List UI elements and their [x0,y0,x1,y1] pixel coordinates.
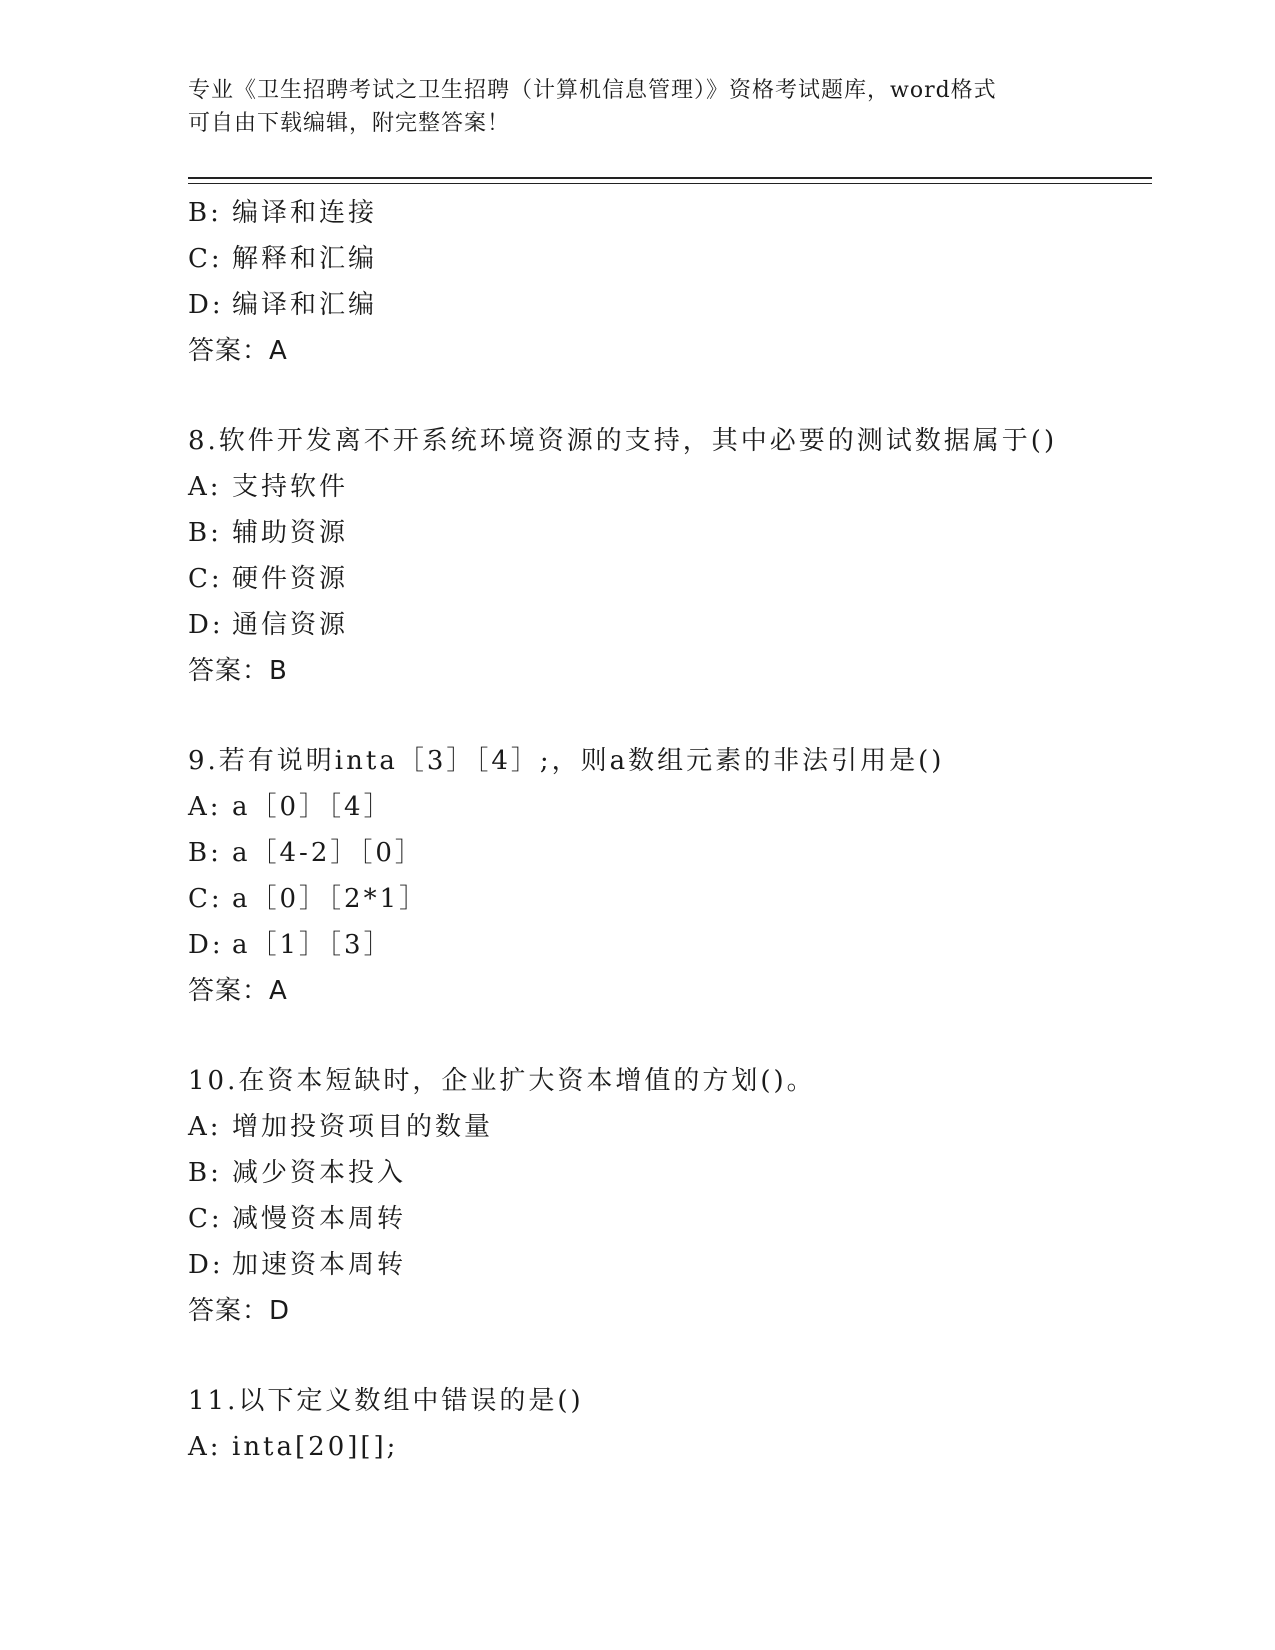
option-key: B: [188,1158,222,1188]
option-text: a［0］［2*1］ [232,884,429,914]
question-11 [188,1378,1148,1470]
option-a [188,1104,1148,1150]
option-key: A: [188,792,222,822]
option-key: D: [188,930,224,960]
spacer [188,694,1148,738]
option-c [188,876,1148,922]
option-text: 减少资本投入 [232,1158,407,1188]
spacer [188,1014,1148,1058]
option-key: A: [188,472,222,502]
option-key: B: [188,838,222,868]
option-text: 辅助资源 [232,518,349,548]
option-c [188,556,1148,602]
option-text: 编译和连接 [232,198,378,228]
option-text: a［0］［4］ [232,792,393,822]
question-9 [188,738,1148,1014]
option-key: C: [188,564,223,594]
option-d [188,922,1148,968]
answer-line: 答案：A [188,336,288,366]
option-text: 加速资本周转 [232,1250,407,1280]
header-line-1: 专业《卫生招聘考试之卫生招聘（计算机信息管理）》资格考试题库，word格式 [188,78,997,103]
option-a [188,1424,1148,1470]
spacer [188,1334,1148,1378]
option-a [188,784,1148,830]
answer-line: 答案：B [188,656,288,686]
option-text: 解释和汇编 [232,244,378,274]
option-b [188,1150,1148,1196]
option-key: D: [188,1250,224,1280]
option-key: C: [188,884,223,914]
option-text: inta[20][]; [232,1432,399,1462]
option-d [188,1242,1148,1288]
question-8 [188,418,1148,694]
option-key: B: [188,518,222,548]
answer-line: 答案：A [188,976,288,1006]
option-d [188,602,1148,648]
option-b [188,510,1148,556]
option-key: D: [188,290,224,320]
option-text: 硬件资源 [232,564,349,594]
option-key: B: [188,198,222,228]
option-text: 编译和汇编 [232,290,378,320]
question-10 [188,1058,1148,1334]
header-line-2: 可自由下载编辑，附完整答案！ [188,111,511,136]
option-b [188,190,1148,236]
option-text: a［4-2］［0］ [232,838,424,868]
question-list [188,190,1148,1470]
question-stem: 9.若有说明inta［3］［4］;，则a数组元素的非法引用是() [188,746,945,776]
header-divider-thick [188,177,1152,179]
option-key: C: [188,244,223,274]
spacer [188,374,1148,418]
option-text: 通信资源 [232,610,349,640]
answer-line: 答案：D [188,1296,291,1326]
option-key: A: [188,1432,222,1462]
option-key: C: [188,1204,223,1234]
option-a [188,464,1148,510]
option-c [188,236,1148,282]
question-partial [188,190,1148,374]
question-stem: 10.在资本短缺时，企业扩大资本增值的方划()。 [188,1066,816,1096]
option-key: D: [188,610,224,640]
document-header [188,74,1088,140]
option-text: 支持软件 [232,472,349,502]
question-stem: 8.软件开发离不开系统环境资源的支持，其中必要的测试数据属于() [188,426,1058,456]
option-d [188,282,1148,328]
option-text: 增加投资项目的数量 [232,1112,494,1142]
option-b [188,830,1148,876]
option-text: 减慢资本周转 [232,1204,407,1234]
header-divider-thin [188,183,1152,184]
option-key: A: [188,1112,222,1142]
question-stem: 11.以下定义数组中错误的是() [188,1386,584,1416]
option-text: a［1］［3］ [232,930,393,960]
option-c [188,1196,1148,1242]
